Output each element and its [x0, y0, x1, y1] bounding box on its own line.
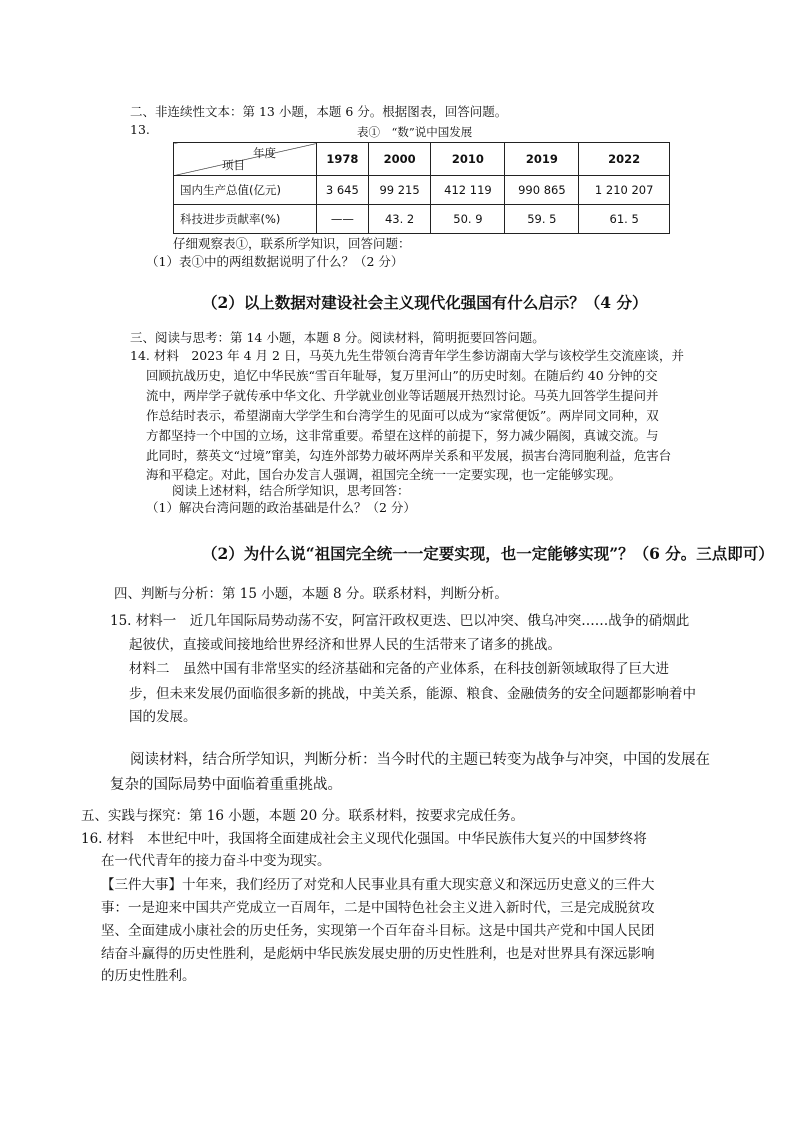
- year-header: 2022: [579, 143, 670, 176]
- q16-material-line: 的历史性胜利。: [101, 968, 196, 984]
- q13-prompt: 仔细观察表①，联系所学知识，回答问题：: [173, 236, 411, 251]
- table-caption: 表① “数”说中国发展: [357, 125, 473, 139]
- section-2-header: 二、非连续性文本：第 13 小题，本题 6 分。根据图表，回答问题。: [130, 104, 508, 119]
- q15-material-line: 材料二 虽然中国有非常坚实的经济基础和完备的产业体系，在科技创新领域取得了巨大进: [129, 661, 669, 677]
- table-cell: 59. 5: [505, 205, 579, 234]
- q15-material-line: 15. 材料一 近几年国际局势动荡不安，阿富汗政权更迭、巴以冲突、俄乌冲突……战争的硝烟此: [110, 613, 690, 629]
- q16-material-line: 坚、全面建成小康社会的历史任务，实现第一个百年奋斗目标。这是中国共产党和中国人民团: [101, 923, 655, 939]
- q14-subquestion-1: （1）解决台湾问题的政治基础是什么？（2 分）: [146, 500, 416, 515]
- corner-item-label: 项目: [222, 158, 245, 172]
- q14-material-line: 海和平稳定。对此，国台办发言人强调，祖国完全统一一定要实现，也一定能够实现。: [146, 467, 622, 482]
- q13-subquestion-1: （1）表①中的两组数据说明了什么？（2 分）: [146, 254, 404, 269]
- section-3-header: 三、阅读与思考：第 14 小题，本题 8 分。阅读材料，简明扼要回答问题。: [130, 330, 545, 345]
- year-header: 2000: [368, 143, 431, 176]
- table-cell: 50. 9: [431, 205, 505, 234]
- row-label: 科技进步贡献率(%): [174, 205, 317, 234]
- q15-task-line: 复杂的国际局势中面临着重重挑战。: [110, 777, 342, 793]
- q14-material-line: 回顾抗战历史，追忆中华民族“雪百年耻辱，复万里河山”的历史时刻。在随后约 40 分钟的交: [146, 368, 658, 383]
- q14-material-line: 此同时，蔡英文“过境”窜美，勾连外部势力破坏两岸关系和平发展，损害台湾同胞利益，危害台: [146, 448, 672, 463]
- table-row: [174, 205, 670, 234]
- q15-material-line: 步，但未来发展仍面临很多新的挑战，中美关系，能源、粮食、金融债务的安全问题都影响着中: [129, 686, 696, 702]
- table-cell: 3 645: [317, 176, 369, 205]
- q13-subquestion-2: （2）以上数据对建设社会主义现代化强国有什么启示？（4 分）: [202, 293, 648, 312]
- table-cell: 43. 2: [368, 205, 431, 234]
- q16-material-line: 16. 材料 本世纪中叶，我国将全面建成社会主义现代化强国。中华民族伟大复兴的中国梦终将: [81, 831, 647, 847]
- q14-material-line: 作总结时表示，希望湖南大学学生和台湾学生的见面可以成为“家常便饭”。两岸同文同种，双: [146, 408, 659, 423]
- year-header: 1978: [317, 143, 369, 176]
- section-4-header: 四、判断与分析：第 15 小题，本题 8 分。联系材料，判断分析。: [114, 586, 508, 602]
- table-cell: 61. 5: [579, 205, 670, 234]
- data-table: [173, 142, 670, 234]
- q16-material-line: 在一代代青年的接力奋斗中变为现实。: [101, 853, 331, 869]
- q15-material-line: 国的发展。: [129, 709, 197, 725]
- table-cell: 412 119: [431, 176, 505, 205]
- q15-material-line: 起彼伏，直接或间接地给世界经济和世界人民的生活带来了诸多的挑战。: [129, 637, 561, 653]
- table-corner-cell: [174, 143, 317, 176]
- year-header: 2019: [505, 143, 579, 176]
- q14-material-line: 流中，两岸学子就传承中华文化、升学就业创业等话题展开热烈讨论。马英九回答学生提问并: [146, 388, 659, 403]
- year-header: 2010: [431, 143, 505, 176]
- question-13-number: 13.: [130, 122, 150, 137]
- section-5-header: 五、实践与探究：第 16 小题，本题 20 分。联系材料，按要求完成任务。: [81, 808, 525, 824]
- q16-material-line: 【三件大事】十年来，我们经历了对党和人民事业具有重大现实意义和深远历史意义的三件大: [101, 877, 655, 893]
- q14-subquestion-2: （2）为什么说“祖国完全统一一定要实现，也一定能够实现”？（6 分。三点即可）: [202, 544, 774, 563]
- row-label: 国内生产总值(亿元): [174, 176, 317, 205]
- q15-task-line: 阅读材料，结合所学知识，判断分析：当今时代的主题已转变为战争与冲突，中国的发展在: [130, 752, 710, 768]
- table-header-row: [174, 143, 670, 176]
- table-cell: 1 210 207: [579, 176, 670, 205]
- q14-prompt: 阅读上述材料，结合所学知识，思考回答：: [172, 483, 410, 498]
- q14-material-line: 方都坚持一个中国的立场，这非常重要。希望在这样的前提下，努力减少隔阂，真诚交流。与: [146, 428, 659, 443]
- corner-year-label: 年度: [253, 146, 276, 160]
- q14-material-line: 14. 材料 2023 年 4 月 2 日，马英九先生带领台湾青年学生参访湖南大学与该校学生交流座谈，并: [130, 348, 684, 363]
- table-cell: ——: [317, 205, 369, 234]
- q16-material-line: 结奋斗赢得的历史性胜利，是彪炳中华民族发展史册的历史性胜利，也是对世界具有深远影响: [101, 946, 655, 962]
- table-cell: 990 865: [505, 176, 579, 205]
- table-row: [174, 176, 670, 205]
- table-cell: 99 215: [368, 176, 431, 205]
- q16-material-line: 事：一是迎来中国共产党成立一百周年，二是中国特色社会主义进入新时代，三是完成脱贫攻: [101, 900, 655, 916]
